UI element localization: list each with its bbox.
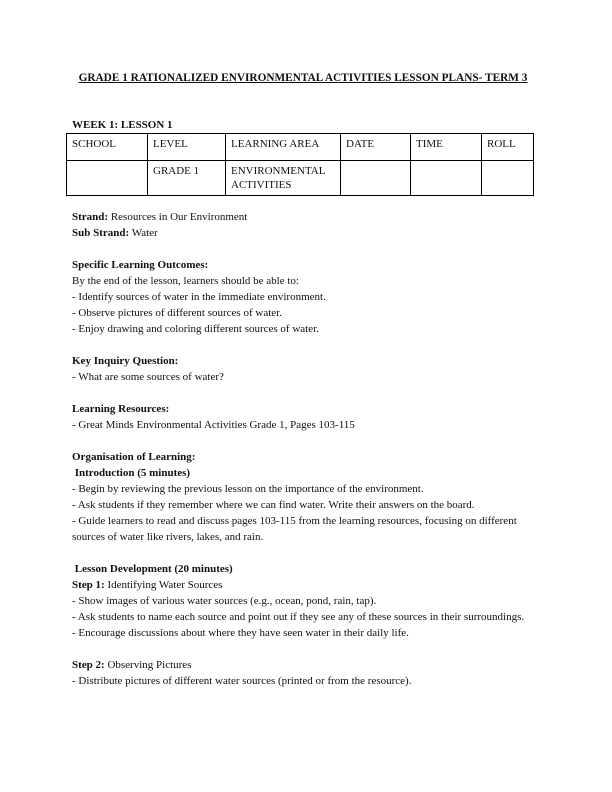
cell-roll: [482, 161, 534, 196]
step2-section: [72, 657, 542, 689]
outcomes-heading: Specific Learning Outcomes:: [72, 259, 209, 271]
step2-label: Step 2:: [72, 659, 105, 671]
sub-strand-value: Water: [129, 227, 158, 239]
header-learning-area: LEARNING AREA: [226, 134, 341, 161]
inquiry-heading: Key Inquiry Question:: [72, 355, 179, 367]
step1-title: Identifying Water Sources: [104, 579, 223, 591]
list-item: - Identify sources of water in the immediate environment.: [72, 291, 326, 303]
header-date: DATE: [341, 134, 411, 161]
inquiry-section: [72, 353, 542, 385]
list-item: - Great Minds Environmental Activities Grade 1, Pages 103-115: [72, 419, 355, 431]
list-item: - Ask students to name each source and point out if they see any of these sources in their surroundings.: [72, 611, 525, 623]
outcomes-intro: By the end of the lesson, learners should be able to:: [72, 275, 299, 287]
organisation-section: [72, 449, 542, 545]
header-level: LEVEL: [148, 134, 226, 161]
cell-level: GRADE 1: [148, 161, 226, 196]
header-time: TIME: [411, 134, 482, 161]
document-title: GRADE 1 RATIONALIZED ENVIRONMENTAL ACTIVITIES LESSON PLANS- TERM 3: [78, 72, 528, 84]
list-item: - Show images of various water sources (e.g., ocean, pond, rain, tap).: [72, 595, 377, 607]
development-section: [72, 561, 542, 641]
list-item: - Observe pictures of different sources of water.: [72, 307, 282, 319]
lesson-info-table: [66, 133, 534, 196]
list-item: - Enjoy drawing and coloring different sources of water.: [72, 323, 319, 335]
outcomes-section: [72, 257, 542, 337]
step1-label: Step 1:: [72, 579, 105, 591]
week-lesson-heading: WEEK 1: LESSON 1: [72, 119, 173, 131]
cell-learning-area: ENVIRONMENTAL ACTIVITIES: [226, 161, 341, 196]
header-roll: ROLL: [482, 134, 534, 161]
introduction-heading: Introduction (5 minutes): [72, 467, 191, 479]
list-item: - Encourage discussions about where they have seen water in their daily life.: [72, 627, 409, 639]
strand-value: Resources in Our Environment: [108, 211, 248, 223]
strand-section: [72, 209, 542, 241]
sub-strand-label: Sub Strand:: [72, 227, 130, 239]
cell-time: [411, 161, 482, 196]
organisation-heading: Organisation of Learning:: [72, 451, 196, 463]
list-item: - Distribute pictures of different water sources (printed or from the resource).: [72, 675, 412, 687]
list-item: - Ask students if they remember where we can find water. Write their answers on the board.: [72, 499, 475, 511]
lesson-body: [72, 209, 542, 705]
list-item: - What are some sources of water?: [72, 371, 224, 383]
resources-heading: Learning Resources:: [72, 403, 170, 415]
cell-school: [67, 161, 148, 196]
header-school: SCHOOL: [67, 134, 148, 161]
list-item: - Begin by reviewing the previous lesson on the importance of the environment.: [72, 483, 424, 495]
resources-section: [72, 401, 542, 433]
list-item: - Guide learners to read and discuss pages 103-115 from the learning resources, focusing on different sources of water like rivers, lakes, and rain.: [72, 515, 517, 543]
strand-label: Strand:: [72, 211, 109, 223]
cell-date: [341, 161, 411, 196]
step2-title: Observing Pictures: [104, 659, 192, 671]
development-heading: Lesson Development (20 minutes): [72, 563, 233, 575]
